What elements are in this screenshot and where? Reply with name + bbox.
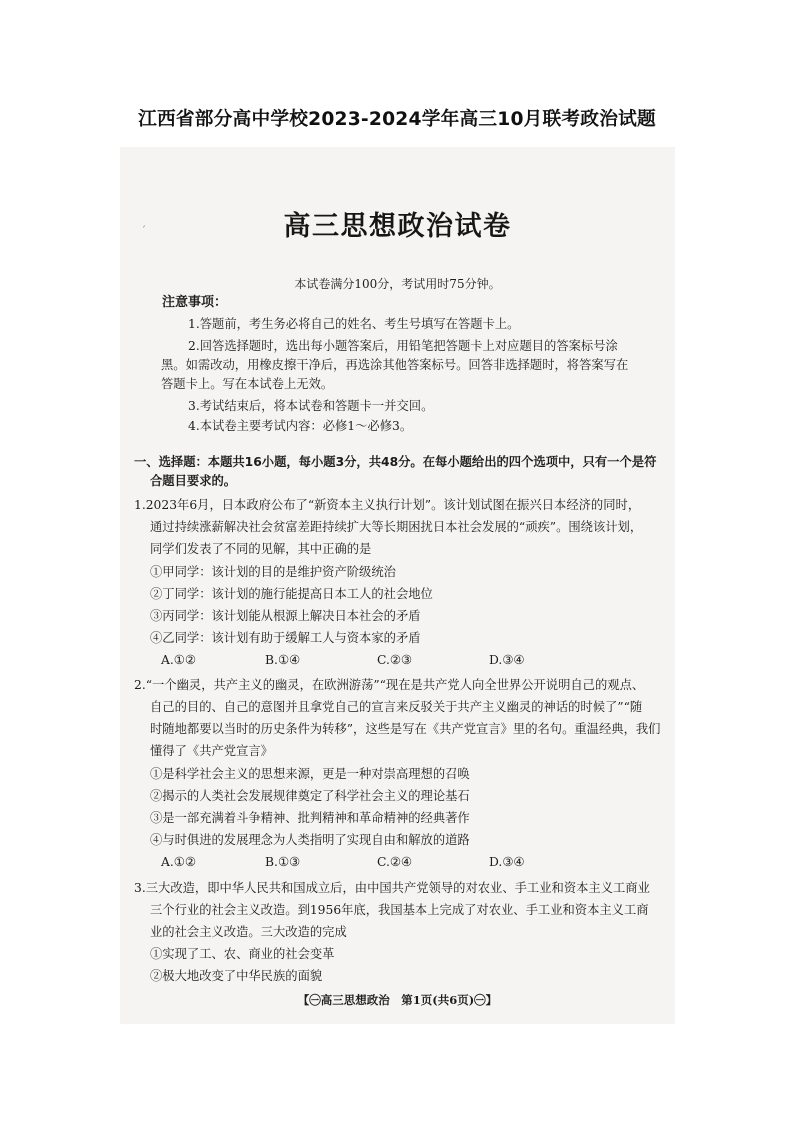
question-2-stem: 懂得了《共产党宣言》 (150, 744, 273, 758)
scan-speck: ˊ (141, 226, 146, 237)
option-c: C.②④ (377, 855, 412, 869)
notice-line: 黑。如需改动，用橡皮擦干净后，再选涂其他答案标号。回答非选择题时，将答案写在 (161, 358, 629, 372)
question-1-statement: ①甲同学：该计划的目的是维护资产阶级统治 (150, 565, 396, 579)
notice-line: 2.回答选择题时，选出每小题答案后，用铅笔把答题卡上对应题目的答案标号涂 (188, 339, 618, 353)
question-3-statement: ②极大地改变了中华民族的面貌 (150, 969, 323, 983)
document-heading: 江西省部分高中学校2023-2024学年高三10月联考政治试题 (138, 109, 656, 130)
notice-line: 1.答题前，考生务必将自己的姓名、考生号填写在答题卡上。 (188, 317, 520, 331)
question-2-statement: ②揭示的人类社会发展规律奠定了科学社会主义的理论基石 (150, 789, 470, 803)
question-2-stem: 时随地都要以当时的历史条件为转移”，这些是写在《共产党宣言》里的名句。重温经典，我们 (150, 722, 661, 736)
question-1-stem: 1.2023年6月，日本政府公布了“新资本主义执行计划”。该计划试图在振兴日本经济的同时， (134, 498, 641, 512)
question-3-stem: 业的社会主义改造。三大改造的完成 (150, 925, 347, 939)
question-1-statement: ③丙同学：该计划能从根源上解决日本社会的矛盾 (150, 609, 421, 623)
question-2-stem: 2.“一个幽灵，共产主义的幽灵，在欧洲游荡”“现在是共产党人向全世界公开说明自己的观点、 (134, 678, 645, 692)
question-3-stem: 三个行业的社会主义改造。到1956年底，我国基本上完成了对农业、手工业和资本主义工商 (150, 903, 649, 917)
question-2-statement: ③是一部充满着斗争精神、批判精神和革命精神的经典著作 (150, 811, 470, 825)
option-d: D.③④ (489, 855, 525, 869)
notice-line: 4.本试卷主要考试内容：必修1～必修3。 (188, 419, 413, 433)
option-c: C.②③ (377, 653, 412, 667)
notice-line: 答题卡上。写在本试卷上无效。 (161, 377, 334, 391)
section-heading: 一、选择题：本题共16小题，每小题3分，共48分。在每小题给出的四个选项中，只有一个是符 (134, 455, 657, 469)
question-3-statement: ①实现了工、农、商业的社会变革 (150, 947, 335, 961)
option-b: B.①③ (265, 855, 300, 869)
section-heading-cont: 合题目要求的。 (150, 474, 237, 488)
option-d: D.③④ (489, 653, 525, 667)
exam-title: 高三思想政治试卷 (283, 211, 512, 242)
option-b: B.①④ (265, 653, 300, 667)
page-footer: 【㊀高三思想政治 第1页(共6页)㊀】 (297, 993, 498, 1007)
scanned-page (120, 147, 675, 1024)
question-2-options (161, 855, 601, 870)
score-time-line: 本试卷满分100分，考试用时75分钟。 (294, 277, 501, 291)
question-2-statement: ④与时俱进的发展理念为人类指明了实现自由和解放的道路 (150, 833, 470, 847)
question-2-statement: ①是科学社会主义的思想来源，更是一种对崇高理想的召唤 (150, 767, 470, 781)
question-1-statement: ②丁同学：该计划的施行能提高日本工人的社会地位 (150, 587, 433, 601)
option-a: A.①② (161, 653, 196, 667)
option-a: A.①② (161, 855, 196, 869)
question-3-stem: 3.三大改造，即中华人民共和国成立后，由中国共产党领导的对农业、手工业和资本主义工商业 (134, 881, 650, 895)
question-2-stem: 自己的目的、自己的意图并且拿党自己的宣言来反驳关于共产主义幽灵的神话的时候了”“随 (150, 700, 643, 714)
question-1-statement: ④乙同学：该计划有助于缓解工人与资本家的矛盾 (150, 631, 421, 645)
notice-line: 3.考试结束后，将本试卷和答题卡一并交回。 (188, 399, 434, 413)
notice-heading: 注意事项： (162, 295, 228, 310)
question-1-stem: 通过持续涨薪解决社会贫富差距持续扩大等长期困扰日本社会发展的“顽疾”。围绕该计划， (150, 520, 643, 534)
question-1-stem: 同学们发表了不同的见解，其中正确的是 (150, 542, 372, 556)
question-1-options (161, 653, 601, 668)
